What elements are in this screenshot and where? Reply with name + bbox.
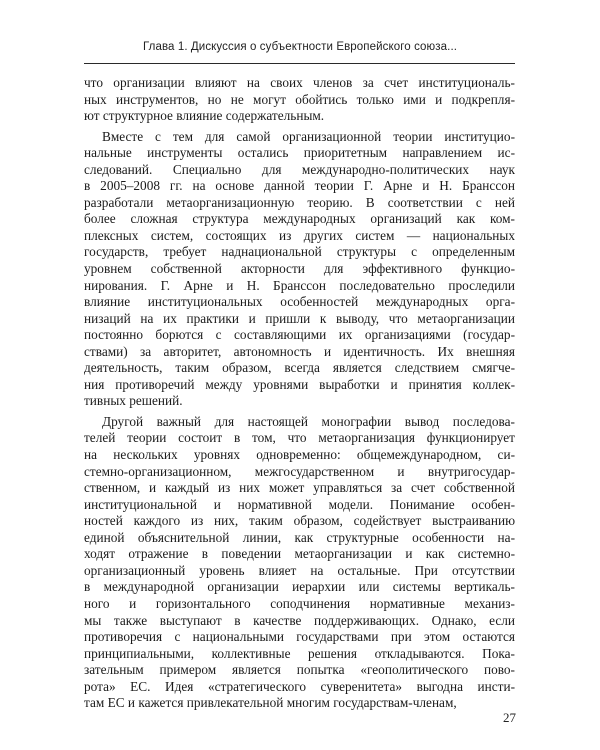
text-line: противоречия с национальными государствами при этом остаются [84,629,515,645]
body-text [84,75,515,712]
paragraph [84,75,515,125]
text-line: ственном, и каждый из них может управляться за счет собственной [84,480,515,496]
text-line: нальные инструменты остались приоритетным направлением ис- [84,145,515,161]
text-line: деятельность, таким образом, всегда является следствием смягче- [84,360,515,376]
text-line: ствами) за авторитет, автономность и идентичность. Их внешняя [84,343,515,359]
text-line: влияние институциональных особенностей международных орга- [84,294,515,310]
text-line: плексных систем, состоящих из других систем — национальных [84,227,515,243]
text-line: организационный уровень влияет на остальные. При отсутствии [84,562,515,578]
page-number: 27 [503,710,516,725]
text-line: единой объяснительной линии, как структурные особенности на- [84,529,515,545]
text-line: зательным примером является попытка «геополитического пово- [84,662,515,678]
text-line: стемно-организационном, межгосударственном и внутригосудар- [84,463,515,479]
text-line: Другой важный для настоящей монографии вывод последова- [102,413,515,429]
header-rule [84,63,515,64]
text-line: государств, требует наднациональной структуры с определенным [84,244,515,260]
text-line: тивных решений. [84,393,183,409]
text-line: ходят отражение в поведении метаорганизации и как системно- [84,546,515,562]
text-line: в 2005–2008 гг. на основе данной теории Г. Арне и Н. Бранссон [84,178,515,194]
text-line: уровнем собственной акторности для эффективного функцио- [84,261,515,277]
text-line: что организации влияют на своих членов за счет институциональ- [84,75,515,90]
text-line: рота» ЕС. Идея «стратегического суверенитета» выгодна инсти- [84,678,515,694]
text-line: в международной организации иерархии или системы вертикаль- [84,579,515,595]
text-line: ностей каждого из них, таким образом, содействует выстраиванию [84,513,515,529]
text-line: там ЕС и кажется привлекательной многим государствам-членам, [84,695,457,711]
text-line: мы также выступают в качестве поддерживающих. Однако, если [84,612,515,628]
text-line: на нескольких уровнях одновременно: общемеждународном, си- [84,447,515,463]
text-line: ного и горизонтального соподчинения нормативные механиз- [84,595,515,611]
text-line: разработали метаорганизационную теорию. В соответствии с ней [84,194,515,210]
text-line: ния противоречий между уровнями выработки и принятия коллек- [84,376,515,392]
text-line: следований. Специально для международно-политических наук [84,161,515,177]
text-line: институциональной и нормативной модели. Понимание особен- [84,496,515,512]
text-line: более сложная структура международных организаций как ком- [84,211,515,227]
paragraph [84,129,515,410]
text-line: низаций на их практики и пришли к выводу, что метаорганизации [84,310,515,326]
text-line: ных инструментов, но не могут обойтись только ими и подкрепля- [84,91,515,107]
text-line: Вместе с тем для самой организационной теории институцио- [102,128,515,144]
text-line: телей теории состоит в том, что метаорганизация функционирует [84,430,515,446]
text-line: нирования. Г. Арне и Н. Бранссон последовательно проследили [84,277,515,293]
running-head: Глава 1. Дискуссия о субъектности Европейского союза... [142,41,458,53]
paragraph [84,414,515,712]
text-line: постоянно борются с составляющими их организациями (государ- [84,327,515,343]
text-line: принципиальными, коллективные решения откладываются. Пока- [84,645,515,661]
text-line: ют структурное влияние содержательным. [84,108,325,124]
